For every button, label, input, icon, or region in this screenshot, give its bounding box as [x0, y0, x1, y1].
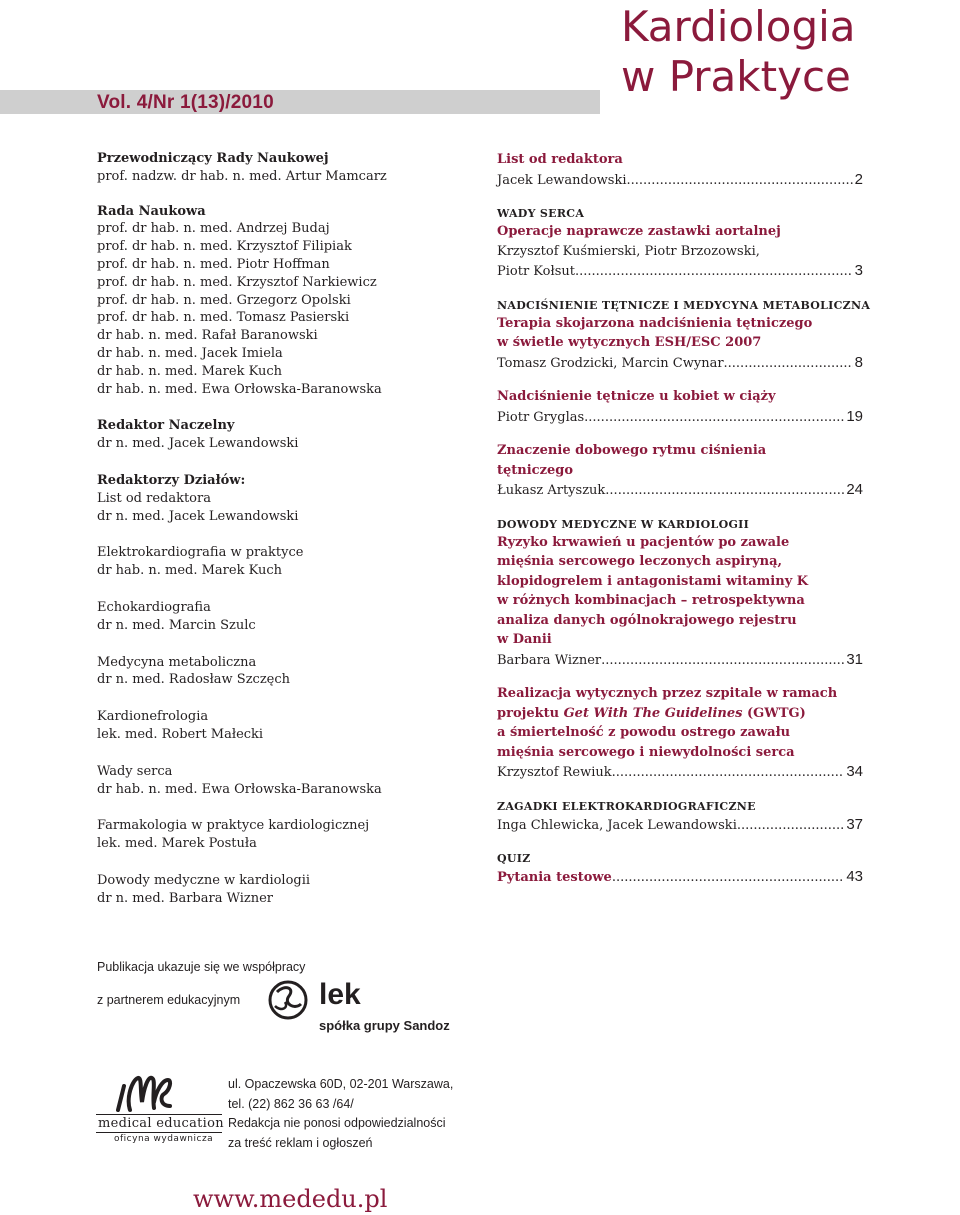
- partner-text: z partnerem edukacyjnym: [97, 993, 241, 1007]
- article-title[interactable]: mięśnia sercowego leczonych aspiryną,: [497, 554, 783, 569]
- toc-entry[interactable]: [497, 353, 863, 374]
- council-member: prof. dr hab. n. med. Krzysztof Filipiak: [97, 239, 352, 255]
- chair-name: prof. nadzw. dr hab. n. med. Artur Mamcarz: [97, 168, 387, 184]
- article-title[interactable]: Nadciśnienie tętnicze u kobiet w ciąży: [497, 389, 776, 404]
- toc-authors: Krzysztof Rewiuk: [497, 765, 612, 780]
- council-member: dr hab. n. med. Ewa Orłowska-Baranowska: [97, 381, 382, 397]
- toc-authors: Łukasz Artyszuk: [497, 483, 606, 498]
- section-editors-heading: Redaktorzy Działów:: [97, 472, 246, 488]
- page-number: 31: [846, 650, 863, 668]
- section-heading: WADY SERCA: [497, 207, 585, 220]
- title-part: projektu: [497, 705, 564, 721]
- title-line-1: Kardiologia: [621, 2, 856, 51]
- section-name: Elektrokardiografia w praktyce: [97, 545, 304, 561]
- section-heading: QUIZ: [497, 852, 531, 865]
- council-member: prof. dr hab. n. med. Grzegorz Opolski: [97, 292, 351, 308]
- toc-authors: Tomasz Grodzicki, Marcin Cwynar: [497, 355, 724, 371]
- title-line-2: w Praktyce: [621, 52, 851, 101]
- toc-authors: Jacek Lewandowski: [497, 172, 627, 188]
- lek-subtitle: spółka grupy Sandoz: [319, 1018, 450, 1033]
- article-title[interactable]: Ryzyko krwawień u pacjentów po zawale: [497, 534, 790, 550]
- toc-entry[interactable]: [497, 170, 863, 191]
- toc-entry[interactable]: [497, 815, 863, 836]
- section-heading: ZAGADKI ELEKTROKARDIOGRAFICZNE: [497, 799, 756, 813]
- website-link[interactable]: www.mededu.pl: [193, 1185, 388, 1213]
- council-member: dr hab. n. med. Rafał Baranowski: [97, 328, 318, 344]
- article-title[interactable]: w świetle wytycznych ESH/ESC 2007: [497, 335, 762, 350]
- me-monogram-icon: [96, 1072, 226, 1116]
- section-editor: dr hab. n. med. Ewa Orłowska-Baranowska: [97, 781, 382, 797]
- council-member: prof. dr hab. n. med. Piotr Hoffman: [97, 256, 330, 272]
- lek-logo: [267, 978, 467, 1038]
- section-editor: dr hab. n. med. Marek Kuch: [97, 563, 283, 579]
- page-number: 24: [846, 481, 863, 498]
- section-name: Kardionefrologia: [97, 709, 209, 725]
- article-title[interactable]: klopidogrelem i antagonistami witaminy K: [497, 573, 809, 589]
- toc-authors: Inga Chlewicka, Jacek Lewandowski: [497, 817, 737, 833]
- section-editor: dr n. med. Jacek Lewandowski: [97, 508, 299, 524]
- toc-authors: Barbara Wizner: [497, 652, 602, 668]
- article-title[interactable]: Operacje naprawcze zastawki aortalnej: [497, 224, 781, 239]
- section-heading: NADCIŚNIENIE TĘTNICZE I MEDYCYNA METABOLICZNA: [497, 298, 871, 312]
- toc-entry[interactable]: [497, 261, 863, 282]
- council-heading: Rada Naukowa: [97, 203, 206, 219]
- toc-authors: Piotr Gryglas: [497, 409, 585, 425]
- article-title: Pytania testowe: [497, 870, 612, 885]
- me-name: medical education: [98, 1116, 224, 1131]
- editor-heading: Redaktor Naczelny: [97, 418, 235, 434]
- address-line: za treść reklam i ogłoszeń: [228, 1135, 373, 1150]
- council-member: dr hab. n. med. Marek Kuch: [97, 363, 283, 379]
- council-member: dr hab. n. med. Jacek Imiela: [97, 345, 283, 361]
- article-title[interactable]: w Danii: [497, 632, 552, 647]
- editor-name: dr n. med. Jacek Lewandowski: [97, 436, 299, 452]
- article-title[interactable]: tętniczego: [497, 462, 574, 478]
- volume-label: Vol. 4/Nr 1(13)/2010: [97, 92, 274, 113]
- section-name: Wady serca: [97, 763, 173, 779]
- article-title[interactable]: a śmiertelność z powodu ostrego zawału: [497, 725, 791, 740]
- toc-entry[interactable]: [497, 480, 863, 501]
- section-name: Dowody medyczne w kardiologii: [97, 872, 311, 888]
- toc-entry[interactable]: [497, 762, 863, 783]
- section-name: Medycyna metaboliczna: [97, 654, 257, 670]
- page-number: 34: [846, 763, 863, 780]
- section-name: List od redaktora: [97, 490, 211, 506]
- page-number: 19: [846, 407, 863, 425]
- section-editor: lek. med. Robert Małecki: [97, 726, 264, 742]
- section-name: Echokardiografia: [97, 599, 211, 615]
- toc-authors: Piotr Kołsut: [497, 264, 575, 279]
- council-member: prof. dr hab. n. med. Tomasz Pasierski: [97, 310, 350, 326]
- section-editor: lek. med. Marek Postuła: [97, 836, 257, 852]
- article-title[interactable]: analiza danych ogólnokrajowego rejestru: [497, 612, 797, 628]
- medical-education-logo: [96, 1072, 226, 1147]
- article-title[interactable]: Znaczenie dobowego rytmu ciśnienia: [497, 443, 767, 458]
- toc-entry[interactable]: [497, 650, 863, 671]
- section-editor: dr n. med. Marcin Szulc: [97, 617, 256, 633]
- toc-entry[interactable]: [497, 407, 863, 428]
- article-title[interactable]: mięśnia sercowego i niewydolności serca: [497, 744, 795, 760]
- page-number: 3: [854, 262, 863, 279]
- page-number: 2: [854, 170, 863, 188]
- page-number: 8: [854, 353, 863, 371]
- address-line: tel. (22) 862 36 63 /64/: [228, 1096, 354, 1111]
- section-editor: dr n. med. Radosław Szczęch: [97, 672, 291, 688]
- lek-wordmark: lek: [319, 978, 361, 1011]
- me-subtitle: oficyna wydawnicza: [114, 1134, 214, 1144]
- article-title[interactable]: Realizacja wytycznych przez szpitale w ramach: [497, 686, 838, 701]
- title-part-italic: Get With The Guidelines: [563, 705, 743, 721]
- page-number: 37: [846, 815, 863, 833]
- section-heading: DOWODY MEDYCZNE W KARDIOLOGII: [497, 517, 750, 531]
- partner-text: Publikacja ukazuje się we współpracy: [97, 960, 306, 974]
- council-member: prof. dr hab. n. med. Krzysztof Narkiewicz: [97, 274, 377, 290]
- letter-title[interactable]: List od redaktora: [497, 152, 623, 167]
- chair-heading: Przewodniczący Rady Naukowej: [97, 151, 329, 166]
- article-title[interactable]: w różnych kombinacjach – retrospektywna: [497, 593, 805, 608]
- editorial-board: [97, 150, 477, 908]
- council-member: prof. dr hab. n. med. Andrzej Budaj: [97, 221, 330, 237]
- table-of-contents: [497, 150, 871, 888]
- title-part: (GWTG): [742, 705, 806, 721]
- page-number: 43: [846, 868, 863, 885]
- section-editor: dr n. med. Barbara Wizner: [97, 890, 274, 906]
- journal-title: [621, 2, 856, 102]
- article-title[interactable]: Terapia skojarzona nadciśnienia tętniczego: [497, 315, 813, 331]
- address-line: Redakcja nie ponosi odpowiedzialności: [228, 1116, 446, 1130]
- article-title[interactable]: [497, 704, 863, 724]
- toc-authors: Krzysztof Kuśmierski, Piotr Brzozowski,: [497, 243, 760, 259]
- toc-entry[interactable]: [497, 867, 863, 888]
- publisher-address: [228, 1075, 453, 1153]
- section-name: Farmakologia w praktyce kardiologicznej: [97, 818, 370, 834]
- address-line: ul. Opaczewska 60D, 02-201 Warszawa,: [228, 1077, 454, 1091]
